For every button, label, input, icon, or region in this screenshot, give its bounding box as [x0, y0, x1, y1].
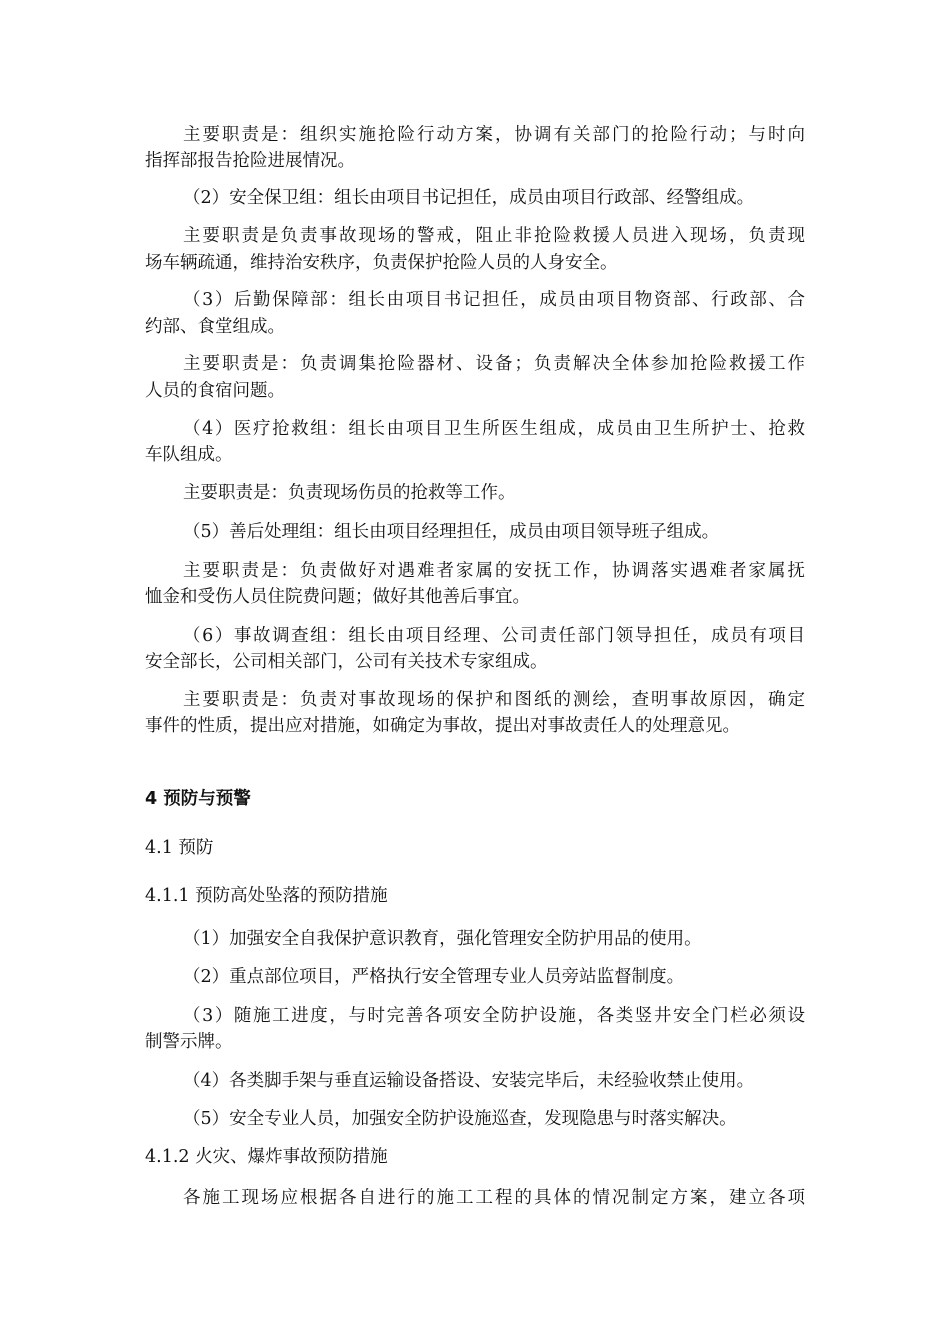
- paragraph-line: （2）重点部位项目，严格执行安全管理专业人员旁站监督制度。: [183, 967, 685, 987]
- paragraph-line: 主要职责是：负责现场伤员的抢救等工作。: [183, 483, 516, 503]
- paragraph-line: （2）安全保卫组：组长由项目书记担任，成员由项目行政部、经警组成。: [183, 188, 755, 208]
- paragraph-line: （3）后勤保障部：组长由项目书记担任，成员由项目物资部、行政部、合: [183, 290, 805, 310]
- paragraph-line: 恤金和受伤人员住院费问题；做好其他善后事宜。: [145, 587, 530, 607]
- paragraph-line: （5）善后处理组：组长由项目经理担任，成员由项目领导班子组成。: [183, 522, 720, 542]
- paragraph-line: （5）安全专业人员，加强安全防护设施巡查，发现隐患与时落实解决。: [183, 1109, 737, 1129]
- paragraph-line: （6）事故调查组：组长由项目经理、公司责任部门领导担任，成员有项目: [183, 626, 805, 646]
- paragraph-line: 主要职责是负责事故现场的警戒，阻止非抢险救援人员进入现场，负责现: [183, 226, 805, 246]
- paragraph-line: 制警示牌。: [145, 1032, 233, 1052]
- paragraph-line: 主要职责是：组织实施抢险行动方案，协调有关部门的抢险行动；与时向: [183, 125, 805, 145]
- paragraph-line: （4）各类脚手架与垂直运输设备搭设、安装完毕后，未经验收禁止使用。: [183, 1071, 755, 1091]
- paragraph-line: 主要职责是：负责做好对遇难者家属的安抚工作，协调落实遇难者家属抚: [183, 561, 805, 581]
- paragraph-line: 车队组成。: [145, 445, 233, 465]
- paragraph-line: 各施工现场应根据各自进行的施工工程的具体的情况制定方案，建立各项: [183, 1188, 805, 1208]
- paragraph-line: （1）加强安全自我保护意识教育，强化管理安全防护用品的使用。: [183, 929, 702, 949]
- paragraph-line: 指挥部报告抢险进展情况。: [145, 151, 355, 171]
- paragraph-line: （3）随施工进度，与时完善各项安全防护设施，各类竖井安全门栏必须设: [183, 1006, 805, 1026]
- paragraph-line: 场车辆疏通，维持治安秩序，负责保护抢险人员的人身安全。: [145, 253, 618, 273]
- paragraph-line: 主要职责是：负责调集抢险器材、设备；负责解决全体参加抢险救援工作: [183, 354, 805, 374]
- paragraph-line: 人员的食宿问题。: [145, 381, 285, 401]
- paragraph-line: 约部、食堂组成。: [145, 317, 285, 337]
- subsubsection-heading: 4.1.1 预防高处坠落的预防措施: [145, 886, 388, 906]
- section-heading: 4 预防与预警: [145, 789, 251, 809]
- subsection-heading: 4.1 预防: [145, 838, 214, 858]
- subsubsection-heading: 4.1.2 火灾、爆炸事故预防措施: [145, 1147, 388, 1167]
- paragraph-line: （4）医疗抢救组：组长由项目卫生所医生组成，成员由卫生所护士、抢救: [183, 419, 805, 439]
- paragraph-line: 事件的性质，提出应对措施，如确定为事故，提出对事故责任人的处理意见。: [145, 716, 740, 736]
- paragraph-line: 安全部长，公司相关部门，公司有关技术专家组成。: [145, 652, 548, 672]
- paragraph-line: 主要职责是：负责对事故现场的保护和图纸的测绘，查明事故原因，确定: [183, 690, 805, 710]
